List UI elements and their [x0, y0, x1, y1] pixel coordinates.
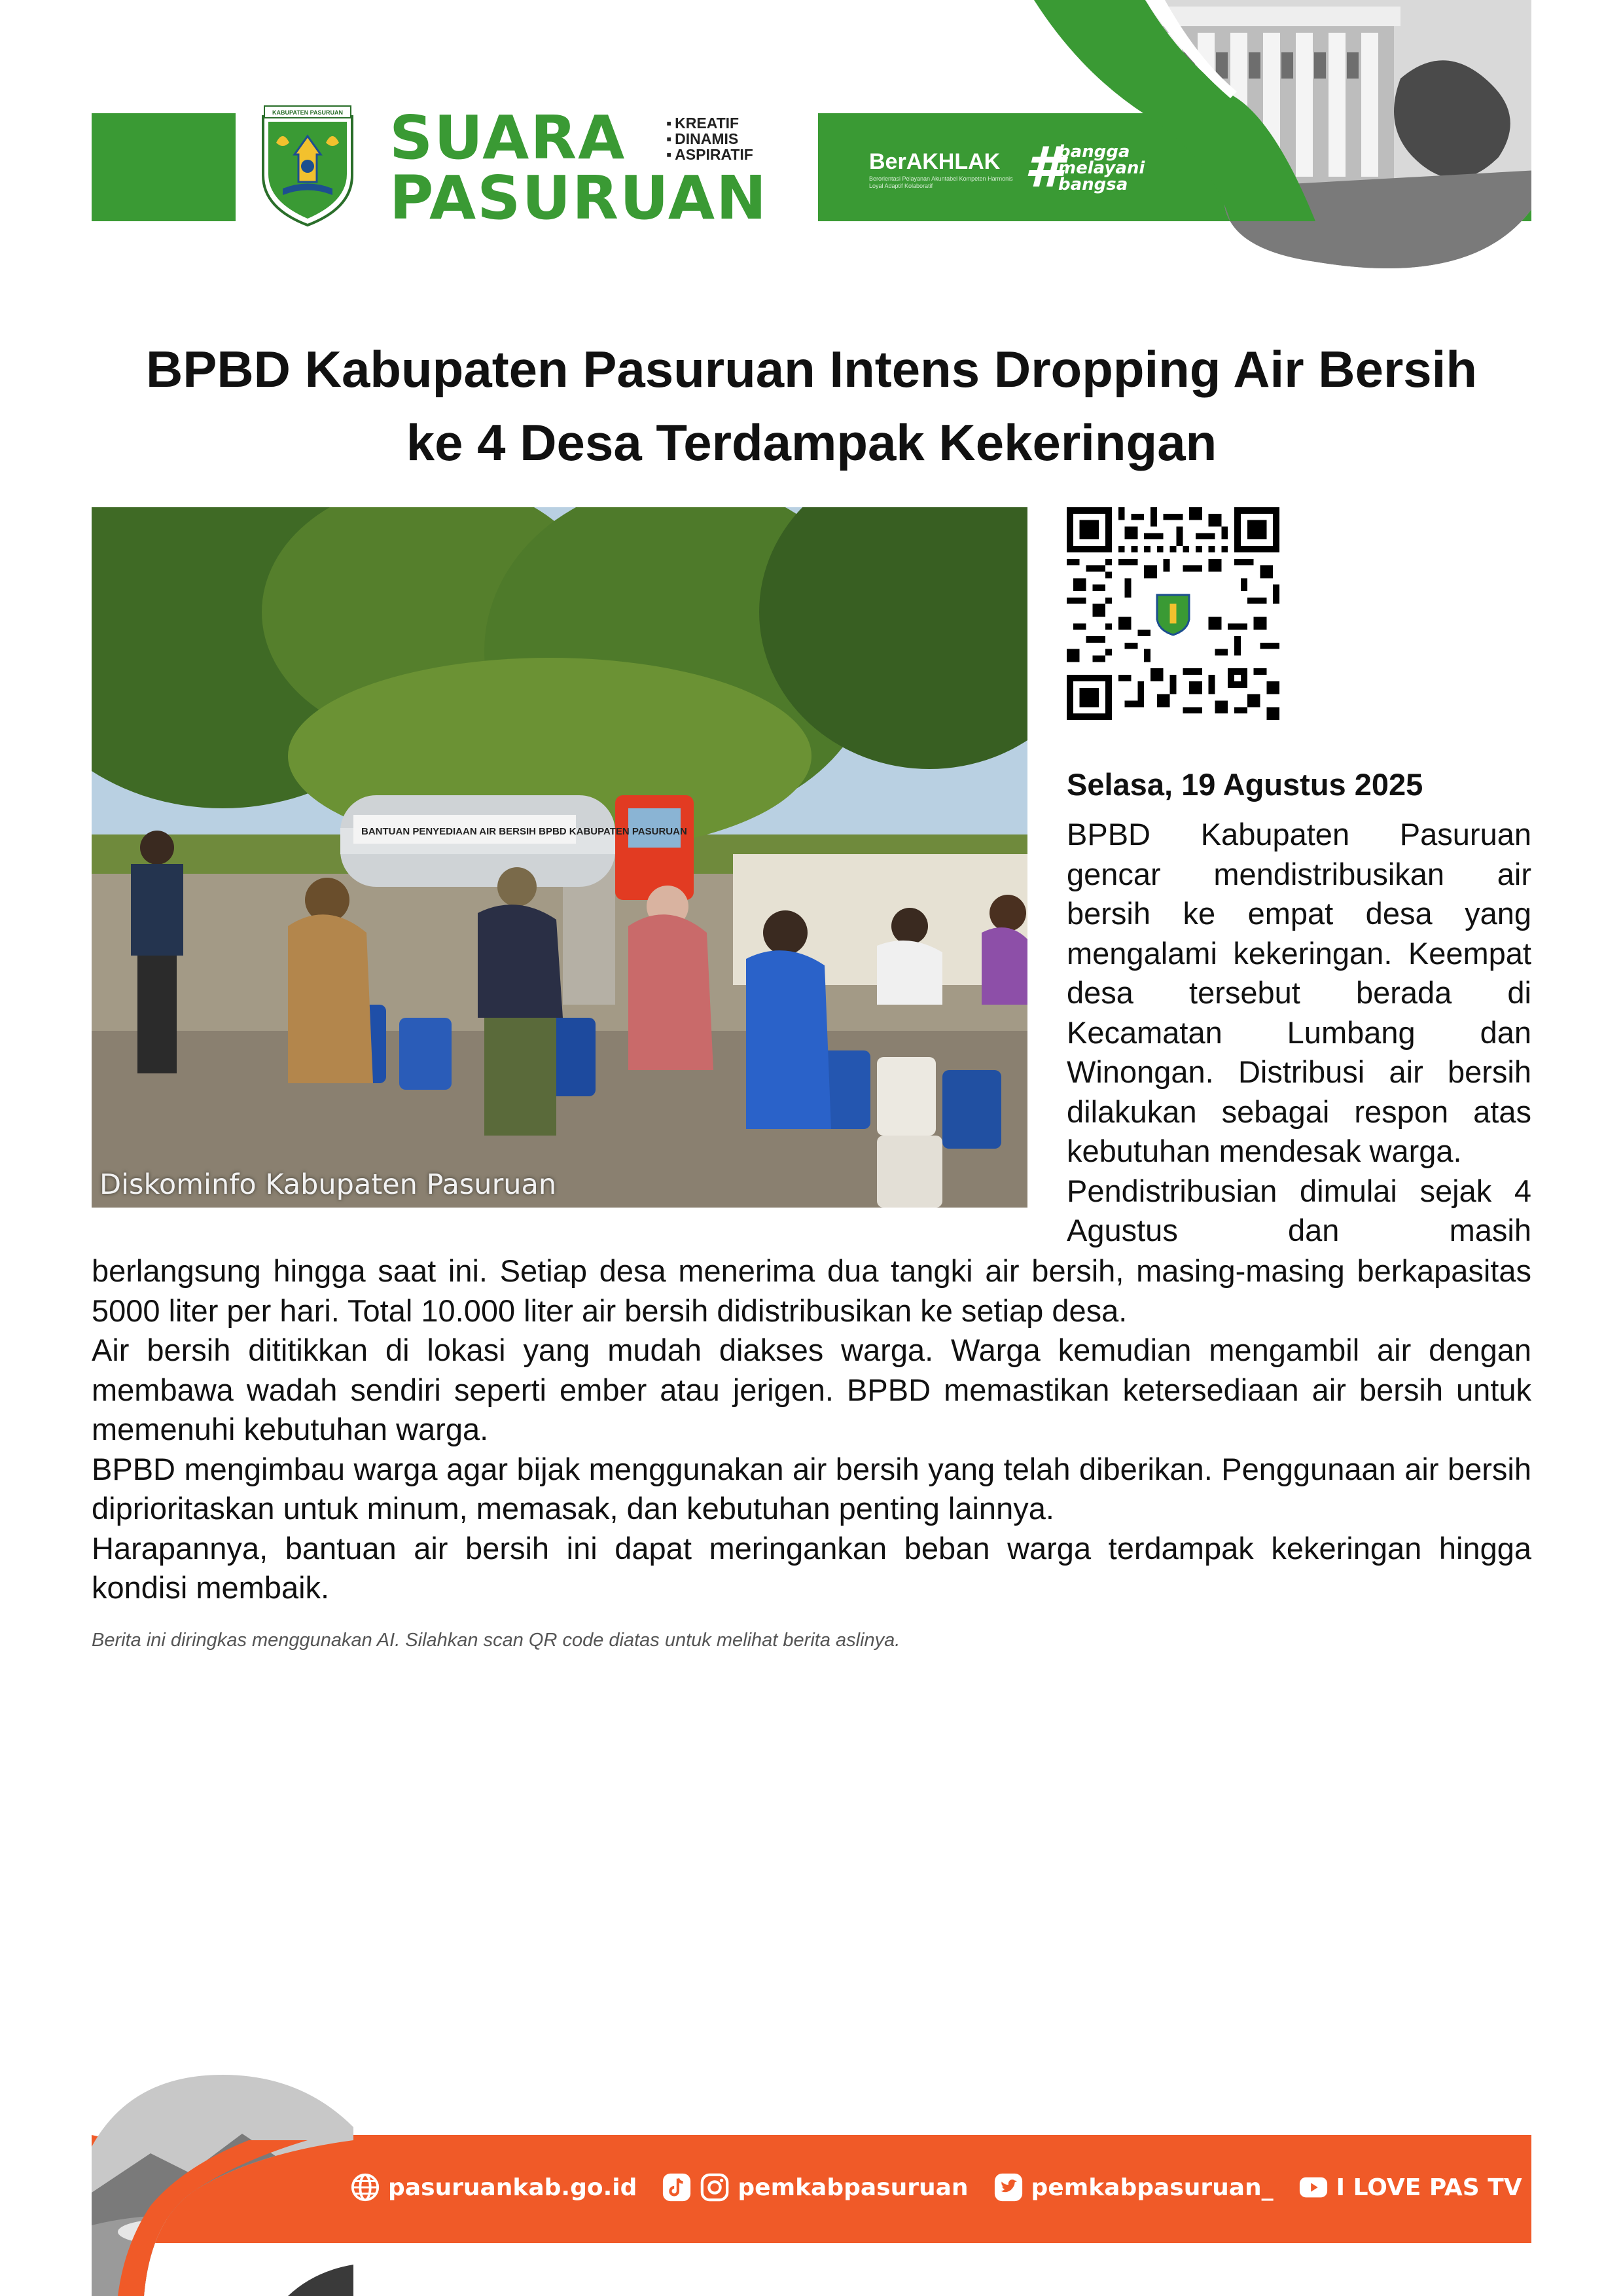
tanker-label-text: BANTUAN PENYEDIAAN AIR BERSIH BPBD KABUPATEN PASURUAN [361, 826, 687, 837]
footer-tiktok-instagram-link[interactable] [662, 2172, 968, 2202]
crest-caption: KABUPATEN PASURUAN [272, 109, 343, 116]
instagram-icon [700, 2172, 730, 2202]
article-title [79, 332, 1544, 479]
berakhlak-subtitle: Berorientasi Pelayanan Akuntabel Kompeten Harmonis Loyal Adaptif Kolaboratif [869, 175, 1013, 189]
header-green-bar-left [92, 113, 236, 221]
bangga-word: bangsa [1058, 175, 1128, 194]
tagline-item: ▪ KREATIF [666, 115, 753, 131]
article-paragraph: Harapannya, bantuan air bersih ini dapat meringankan beban warga terdampak kekeringan hingga kondisi membaik. [92, 1530, 1531, 1605]
article-photo [92, 507, 1027, 1208]
footer-instagram-text: pemkabpasuruan [738, 2174, 969, 2201]
brand-taglines [666, 115, 753, 162]
footer-youtube-link[interactable] [1298, 2172, 1522, 2202]
kabupaten-pasuruan-crest-logo [257, 103, 359, 228]
article-paragraph: Air bersih dititikkan di lokasi yang mudah diakses warga. Warga kemudian mengambil air dengan membawa wadah sendiri seperti ember atau jerigen. BPBD memastikan ketersediaan air bersih untuk memenuhi kebutuhan warga. [92, 1333, 1531, 1446]
ai-summary-disclaimer: Berita ini diringkas menggunakan AI. Silahkan scan QR code diatas untuk melihat berita aslinya. [92, 1630, 901, 1651]
footer-social-links [350, 2168, 1547, 2207]
qr-code[interactable] [1067, 507, 1279, 720]
bangga-word: bangga [1058, 142, 1130, 162]
article-title-line1: BPBD Kabupaten Pasuruan Intens Dropping Air Bersih [145, 340, 1478, 398]
footer-website-text: pasuruankab.go.id [388, 2174, 637, 2201]
tagline-item: ▪ DINAMIS [666, 131, 753, 147]
footer-website-link[interactable] [350, 2172, 637, 2202]
article-body-full-width [92, 1251, 1531, 1608]
article-paragraph: berlangsung hingga saat ini. Setiap desa menerima dua tangki air bersih, masing-masing berkapasitas 5000 liter per hari. Total 10.000 liter air bersih didistribusikan ke setiap desa. [92, 1253, 1531, 1328]
footer-twitter-link[interactable] [993, 2172, 1274, 2202]
article-paragraph: Pendistribusian dimulai sejak 4 Agustus dan masih [1067, 1173, 1531, 1247]
article-paragraph: BPBD Kabupaten Pasuruan gencar mendistribusikan air bersih ke empat desa yang mengalami kekeringan. Keempat desa tersebut berada di Kecamatan Lumbang dan Winongan. Distribusi air bersih dilakukan sebagai respon atas kebutuhan mendesak warga. [1067, 817, 1531, 1168]
footer-mountain-image [92, 2075, 353, 2296]
tiktok-icon [662, 2172, 692, 2202]
photo-credit: Diskominfo Kabupaten Pasuruan [99, 1168, 557, 1201]
brand-title-line1: SUARA [389, 103, 626, 173]
berakhlak-logo-text: BerAKHLAK [869, 149, 1001, 174]
footer-youtube-text: I LOVE PAS TV [1336, 2174, 1522, 2201]
footer-twitter-text: pemkabpasuruan_ [1031, 2174, 1274, 2201]
article-body-side-column [1067, 815, 1531, 1251]
tagline-item: ▪ ASPIRATIF [666, 147, 753, 162]
water-distribution-scene-image [92, 507, 1027, 1208]
article-title-line2: ke 4 Desa Terdampak Kekeringan [406, 414, 1217, 471]
article-paragraph: BPBD mengimbau warga agar bijak menggunakan air bersih yang telah diberikan. Penggunaan air bersih diprioritaskan untuk minum, memasak, dan kebutuhan penting lainnya. [92, 1451, 1531, 1526]
bangga-word: melayani [1058, 158, 1145, 178]
twitter-icon [993, 2172, 1024, 2202]
youtube-icon [1298, 2172, 1329, 2202]
article-date: Selasa, 19 Agustus 2025 [1067, 767, 1423, 802]
globe-icon [350, 2172, 380, 2202]
hashtag-symbol: # [1024, 135, 1063, 200]
brand-title-line2: PASURUAN [389, 163, 768, 233]
